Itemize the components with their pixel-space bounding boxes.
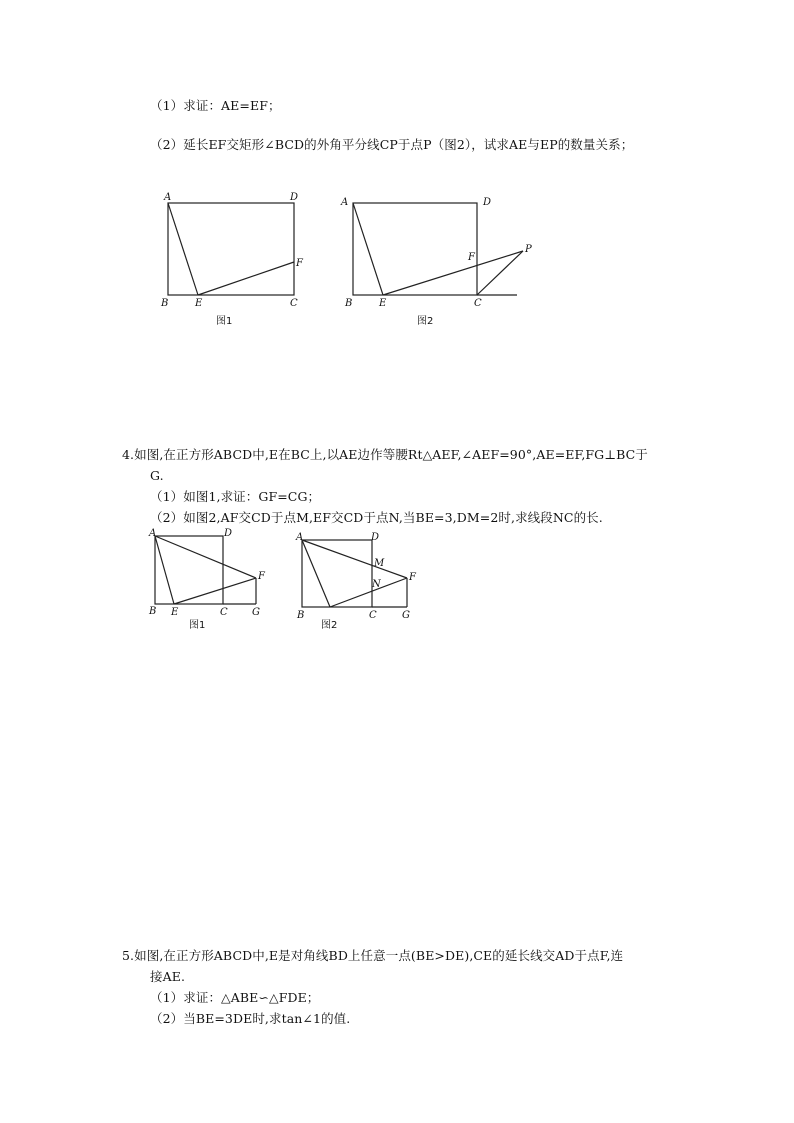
p3f2-label-a: A (341, 197, 349, 208)
p4f2-caption: 图2 (321, 620, 338, 631)
p4-part1: （1）如图1,求证：GF=CG； (150, 489, 321, 504)
p3f1-label-f: F (296, 258, 303, 269)
p3f2-label-p: P (525, 244, 532, 255)
p4f2-label-c: C (369, 610, 377, 621)
p3f2-label-f: F (468, 252, 475, 263)
p4-figure-1 (140, 526, 275, 634)
p3f2-rectangle-abcd (353, 203, 477, 295)
p5-part2: （2）当BE=3DE时,求tan∠1的值. (150, 1011, 351, 1026)
p4f2-square-abcd (302, 540, 372, 607)
p4-stem-line2: G. (150, 468, 164, 483)
p3f2-caption: 图2 (417, 316, 434, 327)
p3f2-segment-ae (353, 203, 383, 295)
p3f2-label-b: B (345, 298, 353, 309)
p4f2-label-g: G (402, 610, 410, 621)
p3f1-label-e: E (195, 298, 203, 309)
p4f2-label-a: A (296, 532, 304, 543)
p4f1-segment-af (155, 536, 256, 578)
p4f2-segment-ae (302, 540, 330, 607)
p4f1-segment-ae (155, 536, 174, 604)
p5-stem-line2: 接AE. (150, 969, 186, 984)
p4-stem-line1: 4.如图,在正方形ABCD中,E在BC上,以AE边作等腰Rt△AEF,∠AEF=90°,AE=EF,FG⊥BC于 (122, 447, 648, 462)
p4f1-label-c: C (220, 607, 228, 618)
p4f1-label-b: B (149, 606, 157, 617)
p4-figure-2 (287, 526, 427, 634)
p4f1-label-a: A (149, 528, 157, 539)
p3-figure-1 (150, 186, 320, 331)
p3f1-caption: 图1 (216, 316, 233, 327)
p3f2-label-e: E (379, 298, 387, 309)
p3-figure-2 (335, 186, 535, 331)
p3f2-label-d: D (483, 197, 492, 208)
p5-stem-line1: 5.如图,在正方形ABCD中,E是对角线BD上任意一点(BE>DE),CE的延长线交AD于点F,连 (122, 948, 624, 963)
p4f1-caption: 图1 (189, 620, 206, 631)
p4f1-label-d: D (224, 528, 233, 539)
p4f2-label-f: F (409, 572, 416, 583)
p4-part2: （2）如图2,AF交CD于点M,EF交CD于点N,当BE=3,DM=2时,求线段NC的长. (150, 510, 603, 525)
p4f1-label-g: G (252, 607, 260, 618)
p5-part1: （1）求证：△ABE∽△FDE； (150, 990, 320, 1005)
p3-part2: （2）延长EF交矩形∠BCD的外角平分线CP于点P（图2），试求AE与EP的数量关系； (150, 137, 634, 152)
p4f2-segment-ef (330, 578, 407, 607)
p3f1-label-b: B (161, 298, 169, 309)
p3f1-label-a: A (164, 192, 172, 203)
p4f2-label-m: M (374, 558, 385, 569)
p4f1-segment-ef (174, 578, 256, 604)
p3f1-rectangle-abcd (168, 203, 294, 295)
p3f1-segment-ae (168, 203, 198, 295)
p4f2-label-d: D (371, 532, 380, 543)
p3f2-segment-ep (383, 251, 523, 295)
p3f1-label-c: C (290, 298, 298, 309)
p3f1-segment-ef (198, 262, 294, 295)
p3f2-label-c: C (474, 298, 482, 309)
p4f1-square-abcd (155, 536, 223, 604)
p4f1-label-f: F (258, 571, 265, 582)
p3f1-label-d: D (290, 192, 299, 203)
p4f2-label-n: N (372, 579, 381, 590)
p4f2-label-b: B (297, 610, 305, 621)
p4f1-label-e: E (171, 607, 179, 618)
p4f2-segment-af (302, 540, 407, 578)
p3-part1: （1）求证：AE=EF； (150, 98, 281, 113)
